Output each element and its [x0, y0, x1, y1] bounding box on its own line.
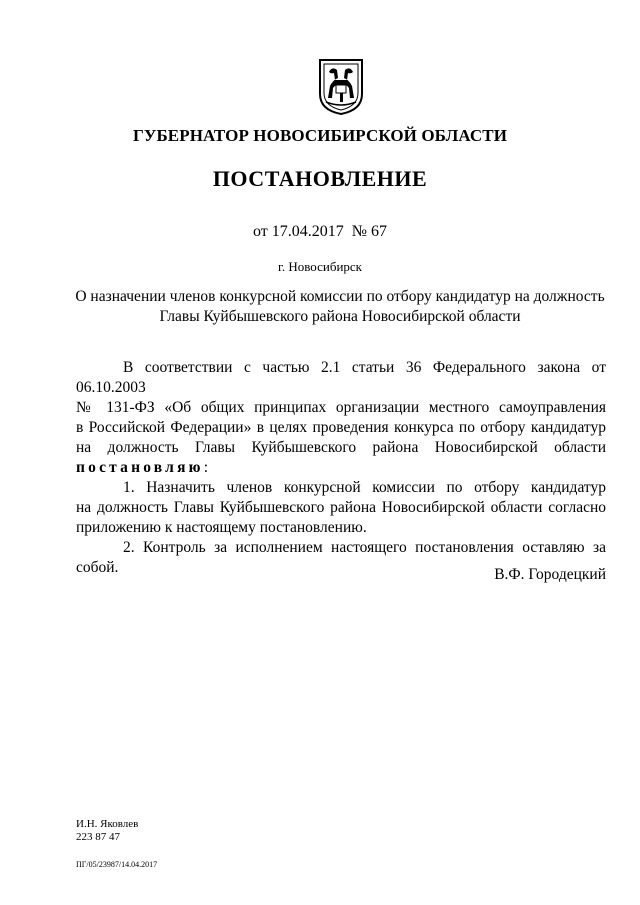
document-date: от 17.04.2017 [252, 223, 344, 240]
executor-contact [76, 818, 138, 844]
body-line: № 131-ФЗ «Об общих принципах организации местного самоуправления [76, 399, 606, 416]
body-line: приложению к настоящему постановлению. [76, 519, 367, 536]
date-number-line [0, 223, 640, 241]
decree-word: постановляю [76, 459, 204, 476]
document-type-title: ПОСТАНОВЛЕНИЕ [212, 166, 428, 191]
signature-name: В.Ф. Городецкий [494, 566, 606, 583]
executor-phone: 223 87 47 [76, 831, 120, 843]
body-line: на должность Главы Куйбышевского района Новосибирской области [76, 439, 606, 456]
decree-line [76, 458, 606, 478]
document-number: № 67 [351, 223, 388, 240]
body-line: 1. Назначить членов конкурсной комиссии по отбору кандидатур [123, 479, 606, 496]
novosibirsk-coat-of-arms-icon [318, 58, 364, 116]
executor-name: И.Н. Яковлев [76, 818, 139, 830]
body-line: в Российской Федерации» в целях проведения конкурса по отбору кандидатур [76, 419, 606, 436]
subject-line-1: О назначении членов конкурсной комиссии по отбору кандидатур на должность [75, 288, 605, 305]
decree-colon: : [203, 459, 209, 476]
body-line: на должность Главы Куйбышевского района Новосибирской области согласно [76, 499, 606, 516]
issuer-title: ГУБЕРНАТОР НОВОСИБИРСКОЙ ОБЛАСТИ [132, 126, 508, 145]
city-name: г. Новосибирск [277, 259, 362, 274]
document-subject [60, 287, 620, 327]
subject-line-2: Главы Куйбышевского района Новосибирской области [159, 308, 521, 325]
body-line: 2. Контроль за исполнением настоящего постановления оставляю за собой. [76, 539, 606, 576]
body-line: В соответствии с частью 2.1 статьи 36 Федерального закона от 06.10.2003 [76, 359, 606, 396]
registration-number: ПГ/05/23987/14.04.2017 [76, 860, 158, 869]
document-body [76, 358, 606, 578]
